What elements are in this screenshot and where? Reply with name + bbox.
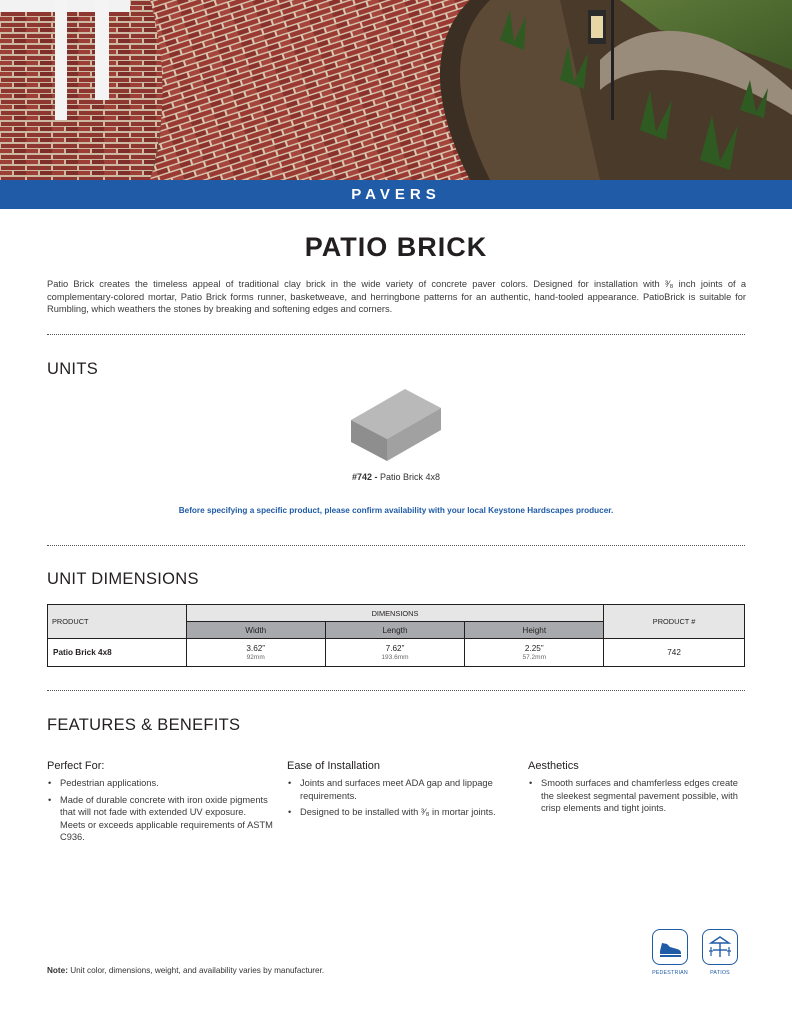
feature-column-title: Ease of Installation bbox=[287, 760, 380, 772]
header-width: Width bbox=[186, 622, 325, 639]
unit-dimensions-heading: UNIT DIMENSIONS bbox=[47, 570, 199, 588]
length-mm: 193.6mm bbox=[381, 653, 409, 661]
width-inches: 3.62” bbox=[246, 643, 266, 653]
hero-photo bbox=[0, 0, 792, 180]
height-mm: 57.2mm bbox=[522, 653, 546, 661]
features-heading: FEATURES & BENEFITS bbox=[47, 716, 241, 734]
feature-list bbox=[528, 777, 738, 815]
header-dimensions: DIMENSIONS bbox=[186, 605, 603, 622]
list-item: • Designed to be installed with ³⁄₈ in mortar joints. bbox=[287, 806, 513, 819]
height-inches: 2.25” bbox=[524, 643, 544, 653]
list-item: • Pedestrian applications. bbox=[47, 777, 273, 790]
feature-list bbox=[47, 777, 273, 844]
brick-walkway-photo bbox=[0, 0, 792, 180]
row-width bbox=[186, 639, 325, 667]
paver-unit-image bbox=[346, 386, 446, 467]
patio-table-icon bbox=[703, 930, 737, 964]
row-length bbox=[325, 639, 465, 667]
shoe-icon bbox=[653, 930, 687, 964]
feature-list bbox=[287, 777, 513, 819]
footnote bbox=[47, 966, 324, 975]
length-inches: 7.62” bbox=[385, 643, 405, 653]
feature-column-title: Perfect For: bbox=[47, 760, 105, 772]
dimensions-table bbox=[47, 604, 745, 667]
list-item: • Smooth surfaces and chamferless edges create the sleekest segmental pavement possible, with crisp elements and tight joints. bbox=[528, 777, 738, 815]
header-product: PRODUCT bbox=[48, 605, 187, 639]
list-item: • Joints and surfaces meet ADA gap and lippage requirements. bbox=[287, 777, 513, 802]
feature-column-perfect-for bbox=[47, 760, 273, 848]
note-label: Note: bbox=[47, 966, 68, 975]
divider bbox=[47, 545, 745, 546]
header-product-number: PRODUCT # bbox=[604, 605, 745, 639]
header-length: Length bbox=[325, 622, 465, 639]
divider bbox=[47, 690, 745, 691]
feature-column-installation bbox=[287, 760, 513, 823]
units-heading: UNITS bbox=[47, 360, 98, 378]
feature-column-title: Aesthetics bbox=[528, 760, 579, 772]
divider bbox=[47, 334, 745, 335]
intro-paragraph: Patio Brick creates the timeless appeal of traditional clay brick in the wide variety of concrete paver colors. Designed for installation with ³⁄₈ inch joints of a complementary-colored mortar, Patio Brick forms runner, basketweave, and herringbone patterns for an authentic, hand-tooled appearance. PatioBrick is suitable for Rumbling, which weathers the stones by breaking and softening edges and corners. bbox=[47, 279, 746, 314]
row-height bbox=[465, 639, 604, 667]
list-item: • Made of durable concrete with iron oxide pigments that will not fade with extended UV exposure. Meets or exceeds applicable requirements of ASTM C936. bbox=[47, 794, 273, 844]
feature-column-aesthetics bbox=[528, 760, 738, 819]
availability-notice: Before specifying a specific product, please confirm availability with your local Keystone Hardscapes producer. bbox=[178, 506, 614, 515]
pedestrian-badge bbox=[652, 929, 688, 965]
unit-name: Patio Brick 4x8 bbox=[380, 472, 441, 482]
paver-unit-drawing bbox=[346, 386, 446, 462]
category-banner: PAVERS bbox=[0, 180, 792, 209]
patios-label: PATIOS bbox=[710, 970, 730, 976]
unit-caption bbox=[0, 472, 792, 482]
note-text: Unit color, dimensions, weight, and availability varies by manufacturer. bbox=[67, 966, 325, 975]
header-height: Height bbox=[465, 622, 604, 639]
row-product-number: 742 bbox=[604, 639, 745, 667]
unit-number: #742 - bbox=[351, 472, 378, 482]
width-mm: 92mm bbox=[246, 653, 265, 661]
table-row bbox=[48, 639, 745, 667]
row-product-name: Patio Brick 4x8 bbox=[48, 639, 187, 667]
patios-badge bbox=[702, 929, 738, 965]
page-title: PATIO BRICK bbox=[304, 232, 488, 262]
pedestrian-label: PEDESTRIAN bbox=[652, 970, 688, 976]
